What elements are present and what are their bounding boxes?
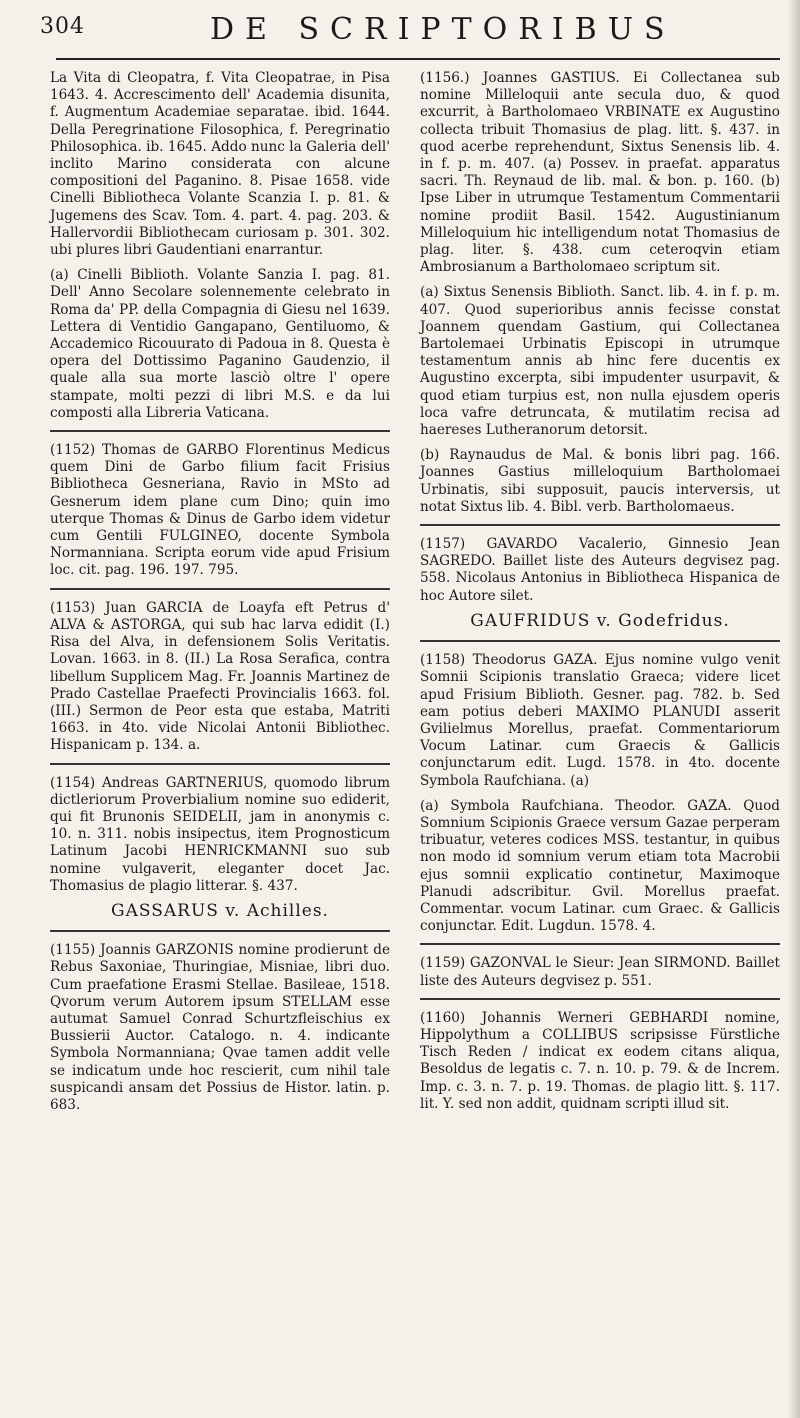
entry-text: (1154) Andreas GARTNERIUS, quomodo librum dictleriorum Proverbialium nomine suo ediderit, qui fit Brunonis SEIDELII, jam in anonymis c. 10. n. 311. nobis insipectus, item Prognosticum Latinum Jacobi HENRICKMANNI suo sub nomine vulgaverit, eleganter docet Jac. Thomasius de plagio litterar. §. 437. [50, 774, 390, 894]
footnote-cinelli [50, 267, 390, 422]
divider [420, 524, 780, 526]
entry-1155 [50, 942, 390, 1114]
footnote-text: (a) Sixtus Senensis Biblioth. Sanct. lib. 4. in f. p. m. 407. Quod superioribus annis fecisse constat Joannem quendam Gastium, qui Collectanea Bartolemaei Urbinatis Episcopi in utrumque testamentum annis ab hinc fere ducentis ex Augustino excerpta, sibi impudenter usurpavit, & quod etiam turpius est, non nulla ejusdem operis loca vafre detruncata, & mutilatim recisa ad haereses Lutheranorum detorsit. [420, 284, 780, 439]
divider [50, 930, 390, 932]
entry-cleopatra [50, 70, 390, 259]
footnote-text: (b) Raynaudus de Mal. & bonis libri pag. 166. Joannes Gastius milleloquium Bartholomaei Urbinatis, sibi supposuit, paucis interversis, ut notat Sixtus lib. 4. Bibl. verb. Bartholomaeus. [420, 447, 780, 515]
entry-1153 [50, 600, 390, 755]
entry-1158 [420, 652, 780, 790]
entry-text: (1160) Johannis Werneri GEBHARDI nomine, Hippolythum a COLLIBUS scripsisse Fürstliche Tisch Reden / indicat ex eodem citans aliqua, Besoldus de legatis c. 7. n. 10. p. 79. & de Increm. Imp. c. 3. n. 7. p. 19. Thomas. de plagio litt. §. 117. lit. Y. sed non addit, quidnam scripti illud sit. [420, 1009, 780, 1112]
entry-1154 [50, 775, 390, 895]
entry-text: (1155) Joannis GARZONIS nomine prodierunt de Rebus Saxoniae, Thuringiae, Misniae, libri duo. Cum praefatione Erasmi Stellae. Basileae, 1518. Qvorum verum Autorem ipsum STELLAM esse autumat Samuel Conrad Schurtzfleischius ex Bussierii Auctor. Catalogo. n. 4. indicante Symbola Normanniana; Qvae tamen addit velle se indicatum unde hoc rescierit, cum nihil tale suspicandi ansam det Possius de Histor. latin. p. 683. [50, 942, 390, 1113]
entry-1156 [420, 70, 780, 276]
footnote-text: (a) Symbola Raufchiana. Theodor. GAZA. Quod Somnium Scipionis Graece versum Gazae perperam tribuatur, veteres codices MSS. testantur, in quibus non modo id somnium verum etiam tota Macrobii ejus somnii explicatio continetur, Maximoque Planudi adscribitur. Gvil. Morellus praefat. Commentar. vocum Latinar. cum Graec. & Gallicis conjunctar. Edit. Lugdun. 1578. 4. [420, 797, 780, 935]
entry-text: La Vita di Cleopatra, f. Vita Cleopatrae, in Pisa 1643. 4. Accrescimento dell' Academia disunita, f. Augmentum Academiae separatae. ibid. 1644. Della Peregrinatione Filosophica, f. Peregrinatio Philosophica. ib. 1645. Addo nunc la Galeria dell' inclito Marino considerata con alcune compositioni del Paganino. 8. Pisae 1658. vide Cinelli Bibliotheca Volante Scanzia I. p. 81. & Jugemens des Scav. Tom. 4. part. 4. pag. 203. & Hallervordii Bibliothecam curiosam p. 301. 302. ubi plures libri Gaudentiani enarrantur. [50, 70, 390, 259]
entry-text: (1153) Juan GARCIA de Loayfa eft Petrus d' ALVA & ASTORGA, qui sub hac larva edidit (I.) Risa del Alva, in defensionem Solis Veritatis. Lovan. 1663. in 8. (II.) La Rosa Serafica, contra libellum Supplicem Mag. Fr. Joannis Martinez de Prado Castellae Praefecti Provincialis 1663. fol. (III.) Sermon de Peor esta que estaba, Matriti 1663. in 4to. vide Nicolai Antonii Bibliothec. Hispanicam p. 134. a. [50, 599, 390, 754]
entry-1160 [420, 1010, 780, 1113]
entry-text: (1152) Thomas de GARBO Florentinus Medicus quem Dini de Garbo filium facit Frisius Bibliotheca Gesneriana, Ravio in MSto ad Gesnerum idem plane cum Dino; quin imo uterque Thomas & Dinus de Garbo idem videtur cum Gentili FULGINEO, docente Symbola Normanniana. Scripta eorum vide apud Frisium loc. cit. pag. 196. 197. 795. [50, 442, 390, 579]
footnote-raynaudus [420, 447, 780, 516]
section-heading-gaufridus: GAUFRIDUS v. Godefridus. [470, 610, 730, 631]
right-column [420, 70, 780, 1121]
header-rule [56, 58, 780, 60]
divider [50, 430, 390, 432]
entry-1159 [420, 955, 780, 989]
footnote-sixtus [420, 284, 780, 439]
footnote-text: (a) Cinelli Biblioth. Volante Sanzia I. pag. 81. Dell' Anno Secolare solennemente celebrato in Roma da' PP. della Compagnia di Giesu nel 1639. Lettera di Ventidio Gangapano, Gentiluomo, & Accademico Ricouurato di Padoua in 8. Questa è opera del Dottissimo Paganino Gaudenzio, il quale alla sua morte lasciò oltre l' opere stampate, molti pezzi di libri M.S. e da lui composti alla Libreria Vaticana. [50, 267, 390, 421]
entry-1157 [420, 536, 780, 605]
running-title: DE SCRIPTORIBUS [210, 12, 676, 47]
left-column [50, 70, 390, 1122]
footnote-raufchiana [420, 798, 780, 936]
divider [420, 998, 780, 1000]
page-number: 304 [40, 14, 85, 39]
divider [420, 943, 780, 945]
section-heading-gassarus: GASSARUS v. Achilles. [111, 900, 329, 921]
divider [50, 763, 390, 765]
entry-text: (1158) Theodorus GAZA. Ejus nomine vulgo venit Somnii Scipionis translatio Graeca; videre licet apud Frisium Biblioth. Gesner. pag. 782. b. Sed eam potius deberi MAXIMO PLANUDI asserit Gvilielmus Morellus, praefat. Commentariorum Vocum Latinar. cum Graecis & Gallicis conjunctarum edit. Lugd. 1578. in 4to. docente Symbola Raufchiana. (a) [420, 652, 780, 789]
entry-text: (1157) GAVARDO Vacalerio, Ginnesio Jean SAGREDO. Baillet liste des Auteurs degvisez pag. 558. Nicolaus Antonius in Bibliotheca Hispanica de hoc Autore silet. [420, 536, 780, 604]
entry-text: (1159) GAZONVAL le Sieur: Jean SIRMOND. Baillet liste des Auteurs degvisez p. 551. [420, 955, 780, 989]
page-edge-shadow [788, 0, 800, 1418]
divider [420, 640, 780, 642]
entry-1152 [50, 442, 390, 580]
page-header [40, 12, 780, 56]
entry-text: (1156.) Joannes GASTIUS. Ei Collectanea sub nomine Milleloquii ante secula duo, & quod excurrit, à Bartholomaeo VRBINATE ex Augustino collecta tribuit Thomasius de plag. litt. §. 437. in quod acerbe reprehendunt, Sixtus Senensis lib. 4. in f. p. m. 407. (a) Possev. in praefat. apparatus sacri. Th. Reynaud de lib. mal. & bon. p. 160. (b) Ipse Liber in utrumque Testamentum Commentarii nomine prodiit Basil. 1542. Augustinianum Milleloquium hic intelligendum notat Thomasius de plag. liter. §. 438. cum ceteroqvin etiam Ambrosianum a Bartholomaeo scriptum sit. [420, 70, 780, 276]
divider [50, 588, 390, 590]
